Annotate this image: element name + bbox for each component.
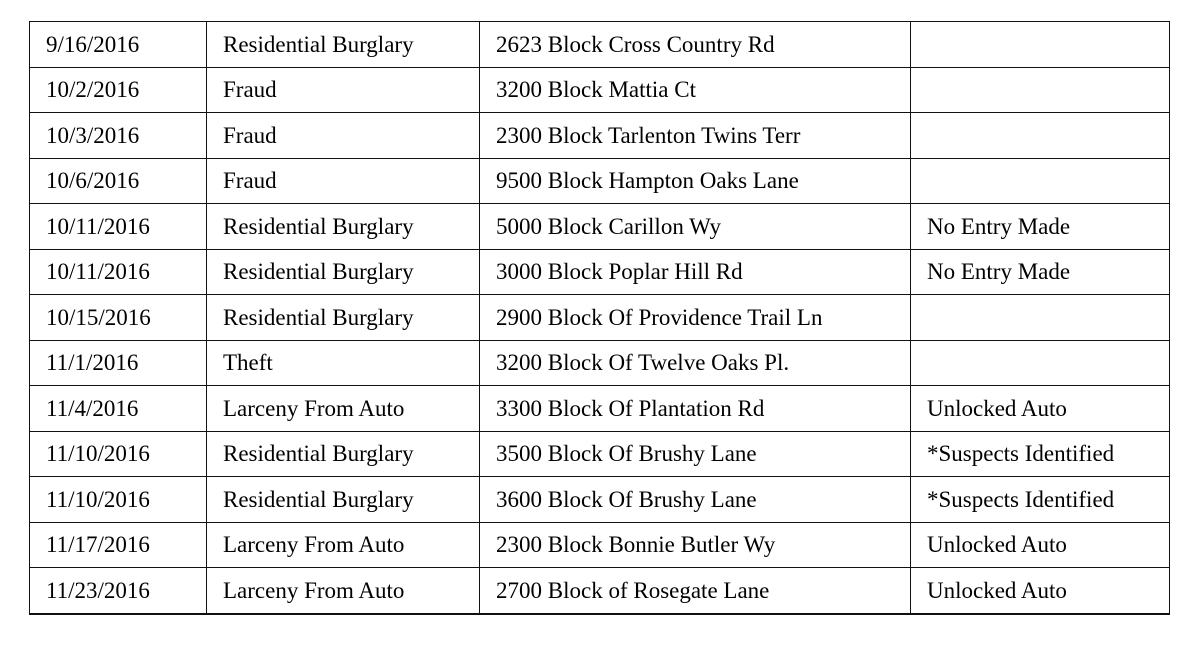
incident-type-cell: Larceny From Auto — [207, 568, 480, 614]
location-cell: 2900 Block Of Providence Trail Ln — [480, 295, 911, 341]
incident-type-cell: Larceny From Auto — [207, 522, 480, 568]
date-cell: 11/10/2016 — [30, 477, 207, 523]
date-cell: 9/16/2016 — [30, 22, 207, 68]
location-cell: 3200 Block Of Twelve Oaks Pl. — [480, 340, 911, 386]
notes-cell — [911, 22, 1170, 68]
notes-cell: *Suspects Identified — [911, 431, 1170, 477]
notes-cell: Unlocked Auto — [911, 568, 1170, 614]
incident-type-cell: Residential Burglary — [207, 477, 480, 523]
incident-type-cell: Residential Burglary — [207, 249, 480, 295]
table-row — [30, 204, 1170, 250]
location-cell: 3300 Block Of Plantation Rd — [480, 386, 911, 432]
notes-cell: Unlocked Auto — [911, 386, 1170, 432]
notes-cell: No Entry Made — [911, 249, 1170, 295]
date-cell: 10/3/2016 — [30, 113, 207, 159]
table-row — [30, 340, 1170, 386]
table-row — [30, 386, 1170, 432]
notes-cell — [911, 67, 1170, 113]
date-cell: 10/11/2016 — [30, 249, 207, 295]
incident-type-cell: Larceny From Auto — [207, 386, 480, 432]
location-cell: 2300 Block Bonnie Butler Wy — [480, 522, 911, 568]
incident-table — [29, 21, 1170, 615]
notes-cell: No Entry Made — [911, 204, 1170, 250]
location-cell: 2300 Block Tarlenton Twins Terr — [480, 113, 911, 159]
incident-type-cell: Residential Burglary — [207, 431, 480, 477]
location-cell: 2700 Block of Rosegate Lane — [480, 568, 911, 614]
date-cell: 10/2/2016 — [30, 67, 207, 113]
incident-type-cell: Fraud — [207, 67, 480, 113]
notes-cell — [911, 113, 1170, 159]
table-row — [30, 522, 1170, 568]
table-row — [30, 158, 1170, 204]
location-cell: 3200 Block Mattia Ct — [480, 67, 911, 113]
location-cell: 2623 Block Cross Country Rd — [480, 22, 911, 68]
notes-cell — [911, 295, 1170, 341]
notes-cell: Unlocked Auto — [911, 522, 1170, 568]
date-cell: 11/10/2016 — [30, 431, 207, 477]
table-row — [30, 295, 1170, 341]
notes-cell — [911, 158, 1170, 204]
table-row — [30, 67, 1170, 113]
incident-type-cell: Fraud — [207, 113, 480, 159]
date-cell: 10/6/2016 — [30, 158, 207, 204]
incident-type-cell: Fraud — [207, 158, 480, 204]
notes-cell: *Suspects Identified — [911, 477, 1170, 523]
date-cell: 10/15/2016 — [30, 295, 207, 341]
date-cell: 10/11/2016 — [30, 204, 207, 250]
table-row — [30, 113, 1170, 159]
location-cell: 9500 Block Hampton Oaks Lane — [480, 158, 911, 204]
table-row — [30, 22, 1170, 68]
location-cell: 3500 Block Of Brushy Lane — [480, 431, 911, 477]
incident-type-cell: Residential Burglary — [207, 295, 480, 341]
table-row — [30, 568, 1170, 614]
date-cell: 11/1/2016 — [30, 340, 207, 386]
location-cell: 3000 Block Poplar Hill Rd — [480, 249, 911, 295]
table-row — [30, 249, 1170, 295]
location-cell: 5000 Block Carillon Wy — [480, 204, 911, 250]
incident-table-body — [30, 22, 1170, 614]
date-cell: 11/23/2016 — [30, 568, 207, 614]
incident-type-cell: Residential Burglary — [207, 22, 480, 68]
incident-type-cell: Theft — [207, 340, 480, 386]
date-cell: 11/4/2016 — [30, 386, 207, 432]
table-row — [30, 431, 1170, 477]
date-cell: 11/17/2016 — [30, 522, 207, 568]
incident-type-cell: Residential Burglary — [207, 204, 480, 250]
table-row — [30, 477, 1170, 523]
notes-cell — [911, 340, 1170, 386]
location-cell: 3600 Block Of Brushy Lane — [480, 477, 911, 523]
